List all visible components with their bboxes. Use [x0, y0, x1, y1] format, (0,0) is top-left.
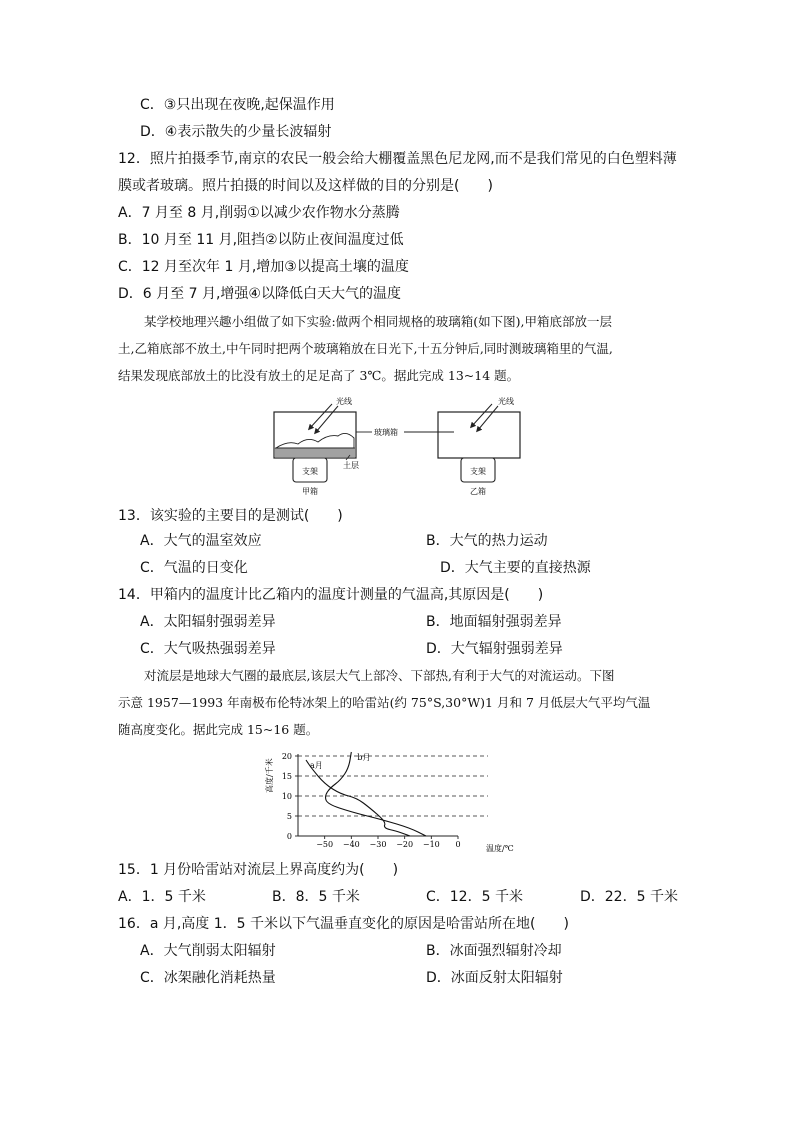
q14-option-b[interactable]: B．地面辐射强弱差异: [426, 614, 562, 630]
light-ray-a1: [310, 404, 332, 428]
q13-option-b[interactable]: B．大气的热力运动: [426, 533, 548, 549]
y-tick-label-10: 10: [281, 792, 292, 801]
series-line-0: [306, 760, 410, 836]
y-tick-label-5: 5: [286, 812, 292, 821]
q13-option-a[interactable]: A．大气的温室效应: [140, 533, 262, 549]
x-axis-label: 温度/℃: [486, 844, 514, 853]
y-axis-label: 高度/千米: [265, 758, 274, 793]
y-tick-label-20: 20: [281, 752, 292, 761]
passage2-line1: 对流层是地球大气圈的最底层,该层大气上部冷、下部热,有利于大气的对流运动。下图: [144, 668, 615, 683]
q14-option-c[interactable]: C．大气吸热强弱差异: [140, 641, 276, 657]
q14-stem: 14．甲箱内的温度计比乙箱内的温度计测量的气温高,其原因是( ): [118, 587, 544, 603]
soil-surface: [276, 433, 354, 448]
passage1-line2: 土,乙箱底部不放土,中午同时把两个玻璃箱放在日光下,十五分钟后,同时测玻璃箱里的气温,: [118, 341, 613, 356]
soil-label: 土层: [343, 461, 359, 470]
x-tick-label-2: −30: [369, 840, 387, 849]
light-label-a: 光线: [336, 397, 352, 406]
x-tick-label-1: −40: [342, 840, 360, 849]
q11-option-c[interactable]: C．③只出现在夜晚,起保温作用: [140, 97, 335, 113]
q15-option-a[interactable]: A．1．5 千米: [118, 889, 206, 905]
light-ray-b1: [472, 404, 492, 426]
q12-option-a[interactable]: A．7 月至 8 月,削弱①以减少农作物水分蒸腾: [118, 205, 400, 221]
y-tick-label-0: 0: [286, 832, 292, 841]
light-ray-b2: [478, 406, 498, 430]
q12-option-c[interactable]: C．12 月至次年 1 月,增加③以提高土壤的温度: [118, 259, 409, 275]
q15-option-c[interactable]: C．12．5 千米: [426, 889, 523, 905]
q12-stem-line2: 膜或者玻璃。照片拍摄的时间以及这样做的目的分别是( ): [118, 178, 493, 194]
y-tick-label-15: 15: [281, 772, 292, 781]
box-a-label: 甲箱: [302, 487, 318, 496]
glass-box-label: 玻璃箱: [374, 428, 398, 437]
q13-option-c[interactable]: C．气温的日变化: [140, 560, 248, 576]
q16-stem: 16．a 月,高度 1．5 千米以下气温垂直变化的原因是哈雷站所在地( ): [118, 916, 569, 932]
q13-option-d[interactable]: D．大气主要的直接热源: [440, 560, 591, 576]
light-label-b: 光线: [498, 397, 514, 406]
q15-option-b[interactable]: B．8．5 千米: [272, 889, 360, 905]
q16-option-d[interactable]: D．冰面反射太阳辐射: [426, 970, 563, 986]
box-b-label: 乙箱: [470, 487, 486, 496]
soil-layer: [275, 448, 355, 457]
passage2-line2: 示意 1957—1993 年南极布伦特冰架上的哈雷站(约 75°S,30°W)1 月和 7 月低层大气平均气温: [118, 695, 651, 710]
x-tick-label-3: −20: [396, 840, 414, 849]
q13-stem: 13．该实验的主要目的是测试( ): [118, 508, 343, 524]
passage1-line3: 结果发现底部放土的比没有放土的足足高了 3℃。据此完成 13~14 题。: [118, 368, 520, 383]
x-tick-label-5: 0: [455, 840, 461, 849]
q14-option-a[interactable]: A．太阳辐射强弱差异: [140, 614, 276, 630]
passage2-line3: 随高度变化。据此完成 15~16 题。: [118, 722, 319, 737]
temperature-height-chart: [262, 748, 534, 856]
stand-label-b: 支架: [470, 467, 486, 476]
stand-label-a: 支架: [302, 467, 318, 476]
q16-option-b[interactable]: B．冰面强烈辐射冷却: [426, 943, 562, 959]
q15-stem: 15．1 月份哈雷站对流层上界高度约为( ): [118, 862, 399, 878]
q11-option-d[interactable]: D．④表示散失的少量长波辐射: [140, 124, 332, 140]
passage1-line1: 某学校地理兴趣小组做了如下实验:做两个相同规格的玻璃箱(如下图),甲箱底部放一层: [144, 314, 612, 329]
q12-option-b[interactable]: B．10 月至 11 月,阻挡②以防止夜间温度过低: [118, 232, 404, 248]
x-tick-label-0: −50: [316, 840, 334, 849]
series-line-1: [326, 752, 426, 836]
series-label-1: b月: [357, 753, 371, 762]
x-tick-label-4: −10: [422, 840, 440, 849]
q14-option-d[interactable]: D．大气辐射强弱差异: [426, 641, 563, 657]
glass-box-figure: [266, 392, 536, 500]
q15-option-d[interactable]: D．22．5 千米: [580, 889, 678, 905]
series-label-0: a月: [310, 761, 323, 770]
q16-option-a[interactable]: A．大气削弱太阳辐射: [140, 943, 276, 959]
q12-stem-line1: 12．照片拍摄季节,南京的农民一般会给大棚覆盖黑色尼龙网,而不是我们常见的白色塑料薄: [118, 151, 677, 167]
q12-option-d[interactable]: D．6 月至 7 月,增强④以降低白天大气的温度: [118, 286, 401, 302]
q16-option-c[interactable]: C．冰架融化消耗热量: [140, 970, 276, 986]
